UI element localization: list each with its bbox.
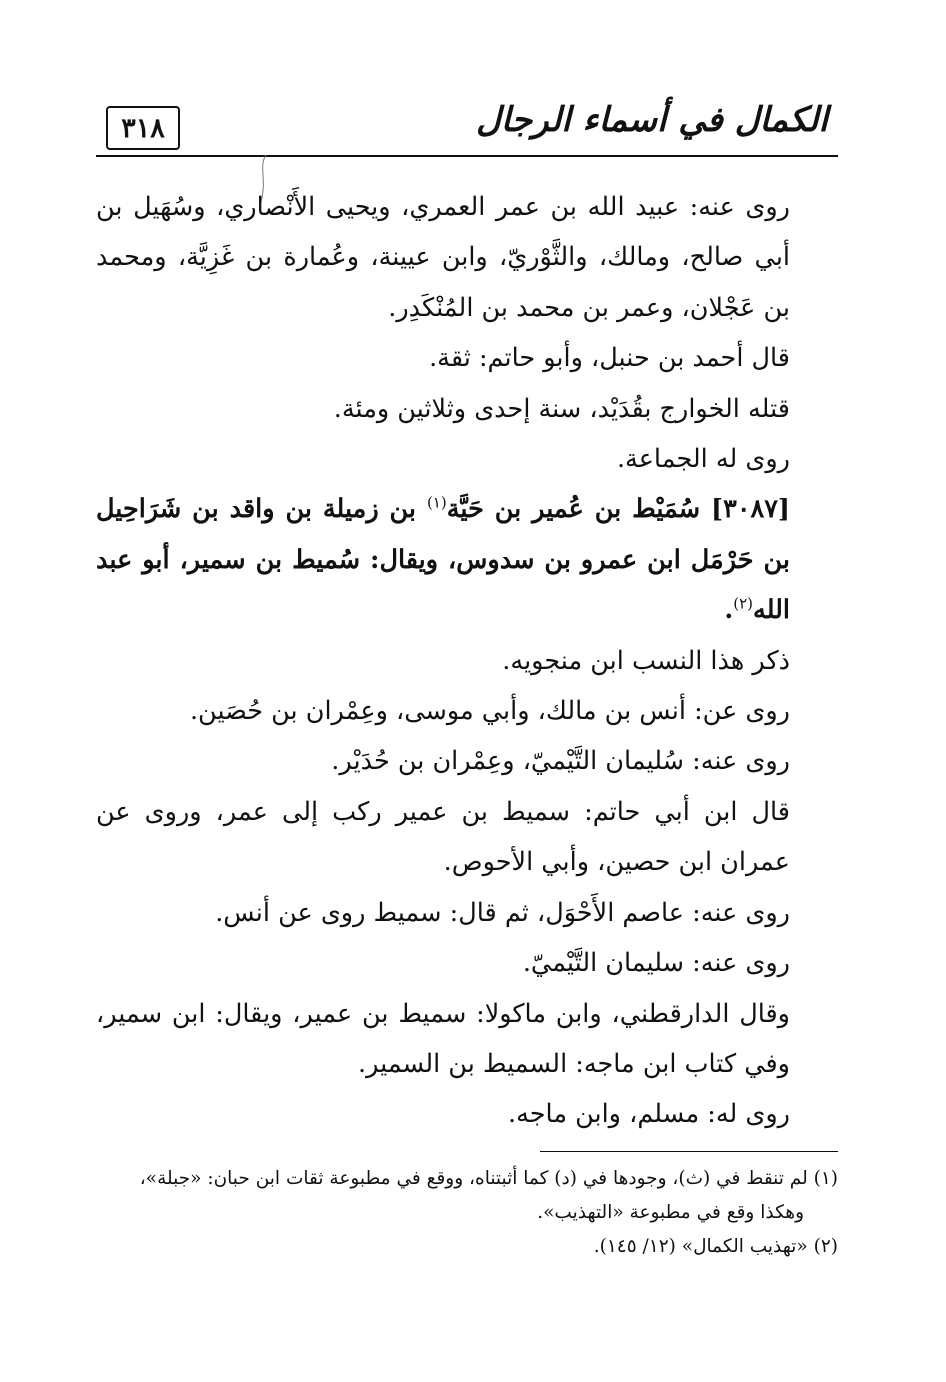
- footnote-1-continued: وهكذا وقع في مطبوعة «التهذيب».: [537, 1202, 804, 1223]
- paragraph-narrated-from: روى عن: أنس بن مالك، وأبي موسى، وعِمْران بن حُصَين.: [189, 696, 790, 727]
- paragraph-narrators-from: روى عنه: عبيد الله بن عمر العمري، ويحيى الأَنْصاري، وسُهَيل بن أبي صالح، ومالك، والثَّوْريّ، وابن عيينة، وعُمارة بن غَزِيَّة، ومحمد بن عَجْلان، وعمر بن محمد بن المُنْكَدِر.: [96, 192, 790, 323]
- entry-name: [٣٠٨٧] سُمَيْط بن عُمير بن حَيَّة: [446, 494, 790, 525]
- paragraph-asim: روى عنه: عاصم الأَحْوَل، ثم قال: سميط روى عن أنس.: [215, 897, 790, 928]
- paragraph-narrated-by: روى عنه: سُليمان التَّيْميّ، وعِمْران بن حُدَيْر.: [331, 746, 790, 777]
- footnote-1: (١) لم تنقط في (ث)، وجودها في (د) كما أثبتناه، ووقع في مطبوعة ثقات ابن حبان: «جبلة»،: [139, 1168, 838, 1189]
- footnote-2: (٢) «تهذيب الكمال» (١٢/ ١٤٥).: [593, 1236, 838, 1257]
- paragraph-reported-by: روى له الجماعة.: [616, 444, 790, 475]
- paragraph-reported-by-2: روى له: مسلم، وابن ماجه.: [508, 1099, 790, 1130]
- paragraph-sulayman: روى عنه: سليمان التَّيْميّ.: [522, 948, 790, 979]
- paragraph-death: قتله الخوارج بقُدَيْد، سنة إحدى وثلاثين ومئة.: [333, 393, 790, 424]
- footnote-ref-2[interactable]: (٢): [733, 594, 754, 613]
- main-text: [96, 182, 838, 1140]
- entry-end: .: [724, 595, 734, 626]
- biography-entry-heading: [96, 484, 838, 635]
- footnote-rule: [540, 1151, 838, 1152]
- paragraph-grading: قال أحمد بن حنبل، وأبو حاتم: ثقة.: [429, 343, 790, 374]
- entry-lineage: بن زميلة بن واقد بن شَرَاحِيل بن حَرْمَل ابن عمرو بن سدوس، ويقال: سُميط بن سمير، أبو عبد الله: [96, 494, 790, 626]
- paragraph-daraqutni: وقال الدارقطني، وابن ماكولا: سميط بن عمير، ويقال: ابن سمير، وفي كتاب ابن ماجه: السميط بن السمير.: [96, 998, 790, 1079]
- header-rule: [96, 155, 838, 157]
- book-title: الكمال في أسماء الرجال: [476, 100, 828, 140]
- paragraph-ibn-abi-hatim: قال ابن أبي حاتم: سميط بن عمير ركب إلى عمر، وروى عن عمران ابن حصين، وأبي الأحوص.: [96, 796, 790, 878]
- footnote-ref-1[interactable]: (١): [426, 493, 447, 512]
- page-number: ٣١٨: [106, 106, 180, 150]
- footnotes: [96, 1162, 838, 1264]
- page-header: [96, 96, 838, 158]
- paragraph-lineage-source: ذكر هذا النسب ابن منجويه.: [502, 645, 790, 676]
